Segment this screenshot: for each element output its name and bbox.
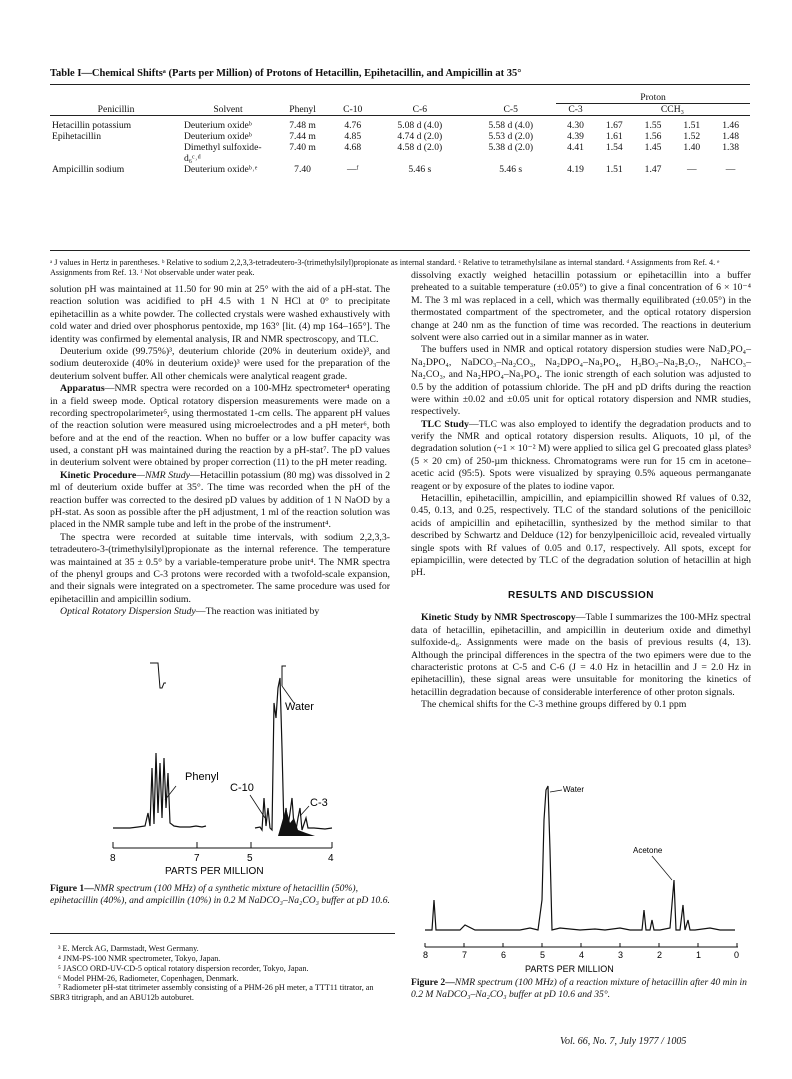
fig1-tick: 7 bbox=[194, 853, 200, 864]
paragraph: dissolving exactly weighed hetacillin potassium or epihetacillin into a buffer preheated to a suitable temperature (±0.05°) to give a final concentration of 6 × 10⁻⁴ M. The 3 ml was replaced in a cell, which was thermally equilibrated (±0.05°) in the thermostated compartment of the spectrometer, and the optical rotatory dispersion change at 240 nm as the function of time was recorded. The reactions in deuterium solvent were also carried out in a similar manner as in water. bbox=[411, 270, 751, 343]
cell-c10: —ᶠ bbox=[346, 164, 359, 176]
caption-number: Figure 2— bbox=[411, 977, 455, 988]
paragraph-text: —Hetacillin potassium (80 mg) was dissolved in 2 ml of deuterium oxide buffer at 35°. The time was recorded when the pH of the reaction buffer was corrected to the desired pD values by addition of 1 N NaOD by a pH-stat. As soon as possible after the pH adjustment, 1 ml of the reaction solution was placed in the NMR sample tube and left in the probe of the instrument⁴. bbox=[50, 469, 390, 531]
fig2-tick: 6 bbox=[501, 950, 507, 960]
cell-c5: 5.58 d (4.0) bbox=[488, 120, 534, 132]
cell-phenyl: 7.40 m bbox=[289, 142, 316, 154]
fig2-tick: 7 bbox=[462, 950, 468, 960]
cell-c6: 4.58 d (2.0) bbox=[397, 142, 443, 154]
figure-2-spectrum bbox=[420, 780, 755, 980]
cell-cch3: 1.55 bbox=[644, 120, 662, 132]
paragraph-text: —NMR spectra were recorded on a 100-MHz spectrometer⁴ operating in a field sweep mode. Optical rotatory dispersion measurements were made on a recording spectropolarimeter⁵, using thermostated 1-cm cells. The apparent pH values of the reaction solution were measured using microelectrodes and a pH meter⁶, both before and at the end of the reaction. When no buffer or a low buffer capacity was used, a constant pH was maintained during the reaction by a pH-stat⁷. The pD values in deuterium solvent were obtained by proper correction (11) to the pH meter reading. bbox=[50, 383, 390, 469]
cell-cch3: — bbox=[725, 164, 736, 176]
cell-cch3: 1.48 bbox=[722, 131, 739, 143]
fig1-trace-phenyl-integral bbox=[150, 663, 166, 688]
fig1-label-c3: C-3 bbox=[310, 797, 328, 809]
cell-solvent: Deuterium oxideᵇ bbox=[184, 131, 252, 143]
caption-text: NMR spectrum (100 MHz) of a reaction mixture of hetacillin after 40 min in 0.2 M NaDCO₃–Na₂CO₃ buffer at pD 10.6 and 35°. bbox=[411, 977, 747, 1000]
fig1-water-integral bbox=[282, 666, 286, 686]
cell-c10: 4.85 bbox=[344, 131, 362, 143]
paragraph bbox=[50, 606, 390, 618]
cell-cch3: — bbox=[687, 164, 697, 176]
fig1-trace-phenyl bbox=[113, 753, 206, 828]
fig1-label-phenyl: Phenyl bbox=[185, 771, 219, 783]
cell-cch3: 1.61 bbox=[605, 131, 623, 143]
col-solvent: Solvent bbox=[213, 103, 243, 115]
cell-c6: 4.74 d (2.0) bbox=[397, 131, 443, 143]
cell-c3: 4.41 bbox=[567, 142, 584, 154]
fig1-tick: 8 bbox=[110, 853, 116, 864]
paragraph: Deuterium oxide (99.75%)³, deuterium chloride (20% in deuterium oxide)³, and sodium deuteroxide (40% in deuterium oxide)³ were used for the preparation of the deuterium solvent buffer. All other chemicals were analytical reagent grade. bbox=[50, 345, 390, 382]
paragraph bbox=[50, 470, 390, 532]
cell-c3: 4.39 bbox=[567, 131, 584, 143]
paragraph-text: —TLC was also employed to identify the degradation products and to verify the NMR and optical rotatory dispersion results. Aliquots, 10 µl, of the degradation solution (~1 × 10⁻² M) were applied to silica gel G precoated glass plates³ (5 × 20 cm) of 250-µm thickness. Chromatograms were run for 15 cm in acetone–acetic acid (95:5). Spots were visualized by spraying 0.5% aqueous permanganate reagent or by exposure of the plates to iodine vapor. bbox=[411, 418, 751, 492]
cell-solvent: Dimethyl sulfoxide-d₆ᶜ˒ᵈ bbox=[184, 142, 262, 165]
paragraph-text: —Table I summarizes the 100-MHz spectral data of hetacillin, epihetacillin, and ampicillin in deuterium oxide and dimethyl sulfoxide-d₆. Assignments were made on the basis of previous results (4, 13). Although the principal differences in the spectra of the two epimers were due to the characteristic protons at C-5 and C-6 (J = 4.0 Hz in hetacillin and J = 2.0 Hz in epihetacillin), these signal areas were unsuitable for monitoring the kinetics of hetacillin degradation because of considerable interference of other proton signals. bbox=[411, 612, 751, 698]
right-column bbox=[411, 270, 751, 712]
footnote-rule bbox=[50, 933, 395, 934]
proton-header: Proton bbox=[556, 92, 750, 104]
page-footer: Vol. 66, No. 7, July 1977 / 1005 bbox=[560, 1036, 687, 1047]
cell-cch3: 1.45 bbox=[644, 142, 662, 154]
table-row bbox=[50, 120, 750, 131]
cell-c10: 4.76 bbox=[344, 120, 362, 132]
footnote: ⁶ Model PHM-26, Radiometer, Copenhagen, Denmark. bbox=[58, 973, 239, 983]
footnote: ⁴ JNM-PS-100 NMR spectrometer, Tokyo, Japan. bbox=[58, 953, 221, 963]
col-c5: C-5 bbox=[503, 103, 518, 115]
caption-text: NMR spectrum (100 MHz) of a synthetic mixture of hetacillin (50%), epihetacillin (40%), and ampicillin (10%) in 0.2 M NaDCO₃–Na₂CO₃ buffer at pD 10.6. bbox=[50, 883, 390, 906]
cell-c6: 5.08 d (4.0) bbox=[397, 120, 443, 132]
cell-solvent: Deuterium oxideᵇ bbox=[184, 120, 252, 132]
cell-c10: 4.68 bbox=[344, 142, 362, 154]
table-row bbox=[50, 142, 750, 164]
col-c3: C-3 bbox=[568, 104, 583, 116]
fig1-label-water: Water bbox=[285, 701, 314, 713]
col-phenyl: Phenyl bbox=[289, 103, 316, 115]
cell-c5: 5.38 d (2.0) bbox=[488, 142, 534, 154]
paragraph bbox=[411, 612, 751, 699]
col-cch3: CCH₃ bbox=[660, 104, 684, 116]
cell-phenyl: 7.48 m bbox=[289, 120, 316, 132]
caption-number: Figure 1— bbox=[50, 883, 94, 894]
fig1-tick: 4 bbox=[328, 853, 334, 864]
run-in-heading: Apparatus bbox=[60, 383, 105, 395]
fig1-tick: 5 bbox=[247, 853, 253, 864]
left-column bbox=[50, 284, 390, 619]
fig2-tick: 5 bbox=[540, 950, 546, 960]
cell-c5: 5.53 d (2.0) bbox=[488, 131, 534, 143]
cell-cch3: 1.51 bbox=[683, 120, 701, 132]
cell-cch3: 1.52 bbox=[683, 131, 701, 143]
run-in-subheading: —NMR Study bbox=[136, 469, 191, 481]
run-in-heading: Kinetic Procedure bbox=[60, 469, 137, 481]
paragraph: Hetacillin, epihetacillin, ampicillin, and epiampicillin showed Rf values of 0.32, 0.45, 0.13, and 0.25, respectively. TLC of the standard solutions of the penicilloic acids of ampicillin and epihetacillin, synthesized by the method similar to that described by Schwartz and Delduce (12) for benzylpenicilloic acid, revealed virtually single spots with Rf values of 0.05 and 0.17, respectively. All spots, except for epiampicillin, were detected by TLC of the degradation solution of hetacillin at high pH. bbox=[411, 493, 751, 579]
fig2-tick: 4 bbox=[579, 950, 585, 960]
fig2-tick: 8 bbox=[423, 950, 429, 960]
cell-cch3: 1.40 bbox=[683, 142, 701, 154]
cell-cch3: 1.67 bbox=[605, 120, 623, 132]
footnote: ⁷ Radiometer pH-stat titrimeter assembly consisting of a PHM-26 pH meter, a TTT11 titrator, an SBR3 titrigraph, and an ABU12b autoburet. bbox=[50, 983, 374, 1003]
cell-penicillin: Hetacillin potassium bbox=[52, 120, 132, 132]
table-title: Table I—Chemical Shiftsᵃ (Parts per Million) of Protons of Hetacillin, Epihetacillin, and Ampicillin at 35° bbox=[50, 68, 522, 79]
paragraph: solution pH was maintained at 11.50 for 90 min at 25° with the aid of a pH-stat. The reaction solution was acidified to pH 4.5 with 1 N HCl at 0° to precipitate epihetacillin as a white powder. The collected crystals were washed exhaustively with cold water and dried over phosphorus pentoxide, mp 163° [lit. (4) mp 164–165°]. The identity was confirmed by elemental analysis, IR and NMR spectroscopy, and TLC. bbox=[50, 284, 390, 345]
run-in-subheading: Optical Rotatory Dispersion Study bbox=[60, 606, 196, 618]
paragraph bbox=[411, 419, 751, 493]
cell-cch3: 1.56 bbox=[644, 131, 662, 143]
fig1-axis-label: PARTS PER MILLION bbox=[165, 866, 264, 877]
col-c6: C-6 bbox=[412, 103, 427, 115]
paragraph: The spectra were recorded at suitable time intervals, with sodium 2,2,3,3-tetradeutero-3-(trimethylsilyl)propionate as the internal reference. The temperature was maintained at 35 ± 0.5° by a variable-temperature probe unit⁴. The NMR spectra of the phenyl groups and C-3 protons were recorded with a twofold-scale expansion, and their signals were integrated on a spectrometer. The same procedure was used for epihetacillin and ampicillin sodium. bbox=[50, 531, 390, 605]
cell-c5: 5.46 s bbox=[499, 164, 523, 176]
cell-c6: 5.46 s bbox=[408, 164, 432, 176]
cell-penicillin bbox=[50, 142, 182, 164]
cell-solvent: Deuterium oxideᵇ˒ᵉ bbox=[184, 164, 258, 176]
footnotes bbox=[50, 944, 395, 1003]
cell-c3: 4.30 bbox=[567, 120, 584, 132]
cell-cch3: 1.38 bbox=[722, 142, 739, 154]
table-top-rule bbox=[50, 84, 750, 85]
fig2-tick: 2 bbox=[657, 950, 663, 960]
cell-phenyl: 7.40 bbox=[294, 164, 311, 176]
cell-cch3: 1.51 bbox=[605, 164, 623, 176]
cell-c3: 4.19 bbox=[567, 164, 584, 176]
paragraph: The buffers used in NMR and optical rotatory dispersion studies were NaD₂PO₄–Na₂DPO₄, NaDCO₃–Na₂CO₃, Na₂DPO₄–Na₃PO₄, H₃BO₃–Na₂B₂O₇, NaHCO₃–Na₂CO₃, and Na₂HPO₄–Na₃PO₄. The ionic strength of each solution was adjusted to 0.5 by the addition of potassium chloride. The pH and pD drifts during the reaction were within ±0.02 and ±0.05 unit for optical rotatory dispersion and NMR studies, respectively. bbox=[411, 344, 751, 418]
paragraph bbox=[50, 383, 390, 470]
fig2-axis-label: PARTS PER MILLION bbox=[525, 964, 614, 974]
paragraph-text: —The reaction was initiated by bbox=[195, 606, 320, 618]
fig2-label-acetone: Acetone bbox=[633, 846, 663, 855]
table-bottom-rule bbox=[50, 250, 750, 251]
table-row bbox=[50, 131, 750, 142]
run-in-heading: Kinetic Study by NMR Spectroscopy bbox=[421, 612, 576, 624]
footnote: ³ E. Merck AG, Darmstadt, West Germany. bbox=[58, 944, 199, 953]
figure-1-caption bbox=[50, 883, 395, 907]
cell-cch3: 1.47 bbox=[644, 164, 662, 176]
fig2-label-water: Water bbox=[563, 785, 585, 794]
col-penicillin: Penicillin bbox=[97, 103, 135, 115]
fig1-label-c10: C-10 bbox=[230, 782, 254, 794]
run-in-heading: TLC Study bbox=[421, 418, 469, 430]
fig2-tick: 0 bbox=[734, 950, 740, 960]
table-footnote: ᵃ J values in Hertz in parentheses. ᵇ Relative to sodium 2,2,3,3-tetradeutero-3-(trimethylsilyl)propionate as internal standard. ᶜ Relative to tetramethylsilane as internal standard. ᵈ Assignments from Ref. 4. ᵉ Assignments from Ref. 13. ᶠ Not observable under water peak. bbox=[50, 258, 720, 278]
chemical-shift-table bbox=[50, 92, 750, 175]
figure-2-caption bbox=[411, 977, 751, 1001]
fig2-tick: 1 bbox=[696, 950, 702, 960]
table-row bbox=[50, 164, 750, 175]
footnote: ⁵ JASCO ORD-UV-CD-5 optical rotatory dispersion recorder, Tokyo, Japan. bbox=[58, 963, 309, 973]
fig2-trace bbox=[425, 786, 735, 930]
fig2-tick: 3 bbox=[618, 950, 624, 960]
cell-penicillin: Epihetacillin bbox=[52, 131, 102, 143]
cell-penicillin: Ampicillin sodium bbox=[52, 164, 125, 176]
paragraph: The chemical shifts for the C-3 methine groups differed by 0.1 ppm bbox=[421, 699, 687, 711]
cell-cch3: 1.46 bbox=[722, 120, 739, 132]
section-heading: RESULTS AND DISCUSSION bbox=[507, 589, 654, 601]
cell-phenyl: 7.44 m bbox=[289, 131, 316, 143]
cell-cch3: 1.54 bbox=[605, 142, 623, 154]
col-c10: C-10 bbox=[343, 103, 363, 115]
figure-1-spectrum bbox=[110, 658, 350, 888]
